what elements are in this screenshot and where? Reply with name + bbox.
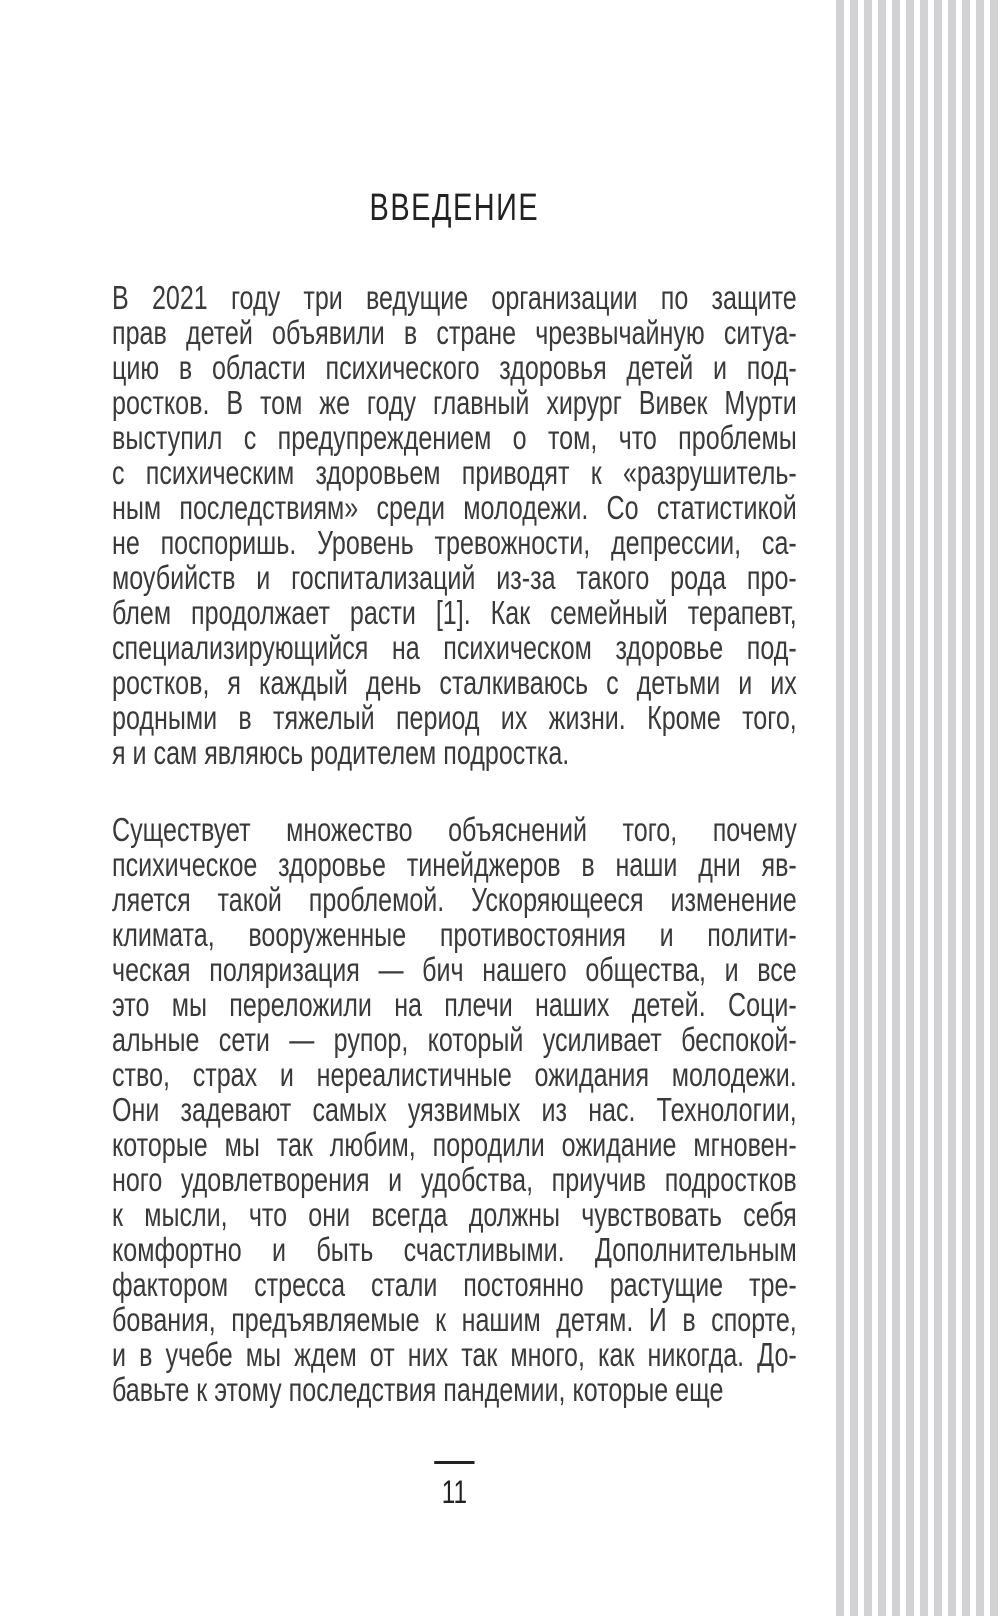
paragraph	[112, 280, 797, 770]
text-line: комфортно и быть счастливыми. Дополнительным	[112, 1231, 797, 1268]
text-line: альные сети — рупор, который усиливает беспокой-	[112, 1021, 797, 1058]
text-line: блем продолжает расти [1]. Как семейный терапевт,	[112, 594, 797, 631]
text-line: не поспоришь. Уровень тревожности, депрессии, са-	[112, 524, 797, 561]
text-line: к мысли, что они всегда должны чувствовать себя	[112, 1196, 797, 1233]
text-line: специализирующийся на психическом здоровье под-	[112, 629, 797, 666]
text-line: ляется такой проблемой. Ускоряющееся изменение	[112, 881, 797, 918]
page-footer	[112, 1461, 797, 1510]
text-line: ческая поляризация — бич нашего общества, и все	[112, 951, 797, 988]
paragraph	[112, 812, 797, 1407]
text-line: климата, вооруженные противостояния и полити-	[112, 916, 797, 953]
text-line: бавьте к этому последствия пандемии, которые еще	[112, 1371, 724, 1408]
text-line: с психическим здоровьем приводят к «разрушитель-	[112, 454, 797, 491]
text-line: ство, страх и нереалистичные ожидания молодежи.	[112, 1056, 797, 1093]
text-line: и в учебе мы ждем от них так много, как никогда. До-	[112, 1336, 797, 1373]
text-line: В 2021 году три ведущие организации по защите	[112, 279, 797, 316]
text-line: ным последствиям» среди молодежи. Со статистикой	[112, 489, 797, 526]
text-line: Они задевают самых уязвимых из нас. Технологии,	[112, 1091, 797, 1128]
chapter-title: ВВЕДЕНИЕ	[369, 187, 540, 229]
paragraphs	[112, 280, 797, 1407]
text-line: ростков, я каждый день сталкиваюсь с детьми и их	[112, 664, 797, 701]
decorative-stripes	[836, 0, 1000, 1616]
text-line: цию в области психического здоровья детей и под-	[112, 349, 797, 386]
text-line: это мы переложили на плечи наших детей. Соци-	[112, 986, 797, 1023]
text-line: ного удовлетворения и удобства, приучив подростков	[112, 1161, 797, 1198]
text-line: прав детей объявили в стране чрезвычайную ситуа-	[112, 314, 797, 351]
text-line: ростков. В том же году главный хирург Вивек Мурти	[112, 384, 797, 421]
text-line: моубийств и госпитализаций из-за такого рода про-	[112, 559, 797, 596]
text-line: которые мы так любим, породили ожидание мгновен-	[112, 1126, 797, 1163]
text-line: Существует множество объяснений того, почему	[112, 811, 797, 848]
text-line: выступил с предупреждением о том, что проблемы	[112, 419, 797, 456]
text-line: фактором стресса стали постоянно растущие тре-	[112, 1266, 797, 1303]
text-line: психическое здоровье тинейджеров в наши дни яв-	[112, 846, 797, 883]
text-line: родными в тяжелый период их жизни. Кроме того,	[112, 699, 797, 736]
text-line: бования, предъявляемые к нашим детям. И в спорте,	[112, 1301, 797, 1338]
page-content	[112, 186, 797, 1510]
text-line: я и сам являюсь родителем подростка.	[112, 734, 570, 771]
page-number: 11	[441, 1474, 468, 1510]
footer-divider	[434, 1461, 474, 1464]
